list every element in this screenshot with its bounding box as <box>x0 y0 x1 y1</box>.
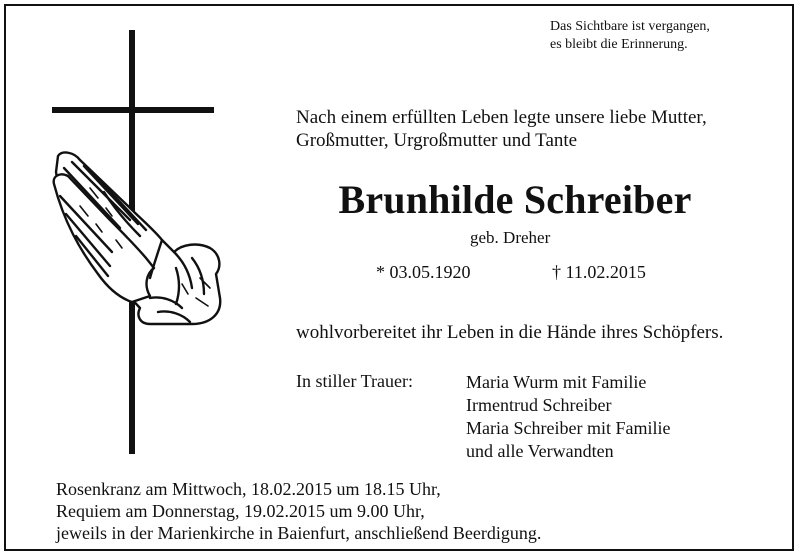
motto <box>550 18 710 54</box>
praying-hands-icon <box>50 148 225 328</box>
mourners-list <box>466 371 670 463</box>
death-date: † 11.02.2015 <box>552 262 646 282</box>
mourner-item: Maria Wurm mit Familie <box>466 372 647 392</box>
motto-line-1: Das Sichtbare ist vergangen, <box>550 19 710 34</box>
requiem-line: Requiem am Donnerstag, 19.02.2015 um 9.00 Uhr, <box>56 501 425 521</box>
intro-line-2: Großmutter, Urgroßmutter und Tante <box>296 130 578 151</box>
service-info <box>56 478 541 544</box>
mourner-item: und alle Verwandten <box>466 441 614 461</box>
statement-text: wohlvorbereitet ihr Leben in die Hände ihres Schöpfers. <box>296 322 724 343</box>
intro-line-1: Nach einem erfüllten Leben legte unsere liebe Mutter, <box>296 107 707 128</box>
mourning-label: In stiller Trauer: <box>296 371 413 391</box>
deceased-name: Brunhilde Schreiber <box>338 177 692 222</box>
location-line: jeweils in der Marienkirche in Baienfurt, anschließend Beerdigung. <box>56 523 542 543</box>
birth-date: * 03.05.1920 <box>376 262 471 282</box>
motto-line-2: es bleibt die Erinnerung. <box>550 37 688 52</box>
intro-text <box>296 106 707 152</box>
maiden-name: geb. Dreher <box>470 228 551 247</box>
mourner-item: Irmentrud Schreiber <box>466 395 612 415</box>
mourner-item: Maria Schreiber mit Familie <box>466 418 671 438</box>
rosary-line: Rosenkranz am Mittwoch, 18.02.2015 um 18.15 Uhr, <box>56 479 441 499</box>
